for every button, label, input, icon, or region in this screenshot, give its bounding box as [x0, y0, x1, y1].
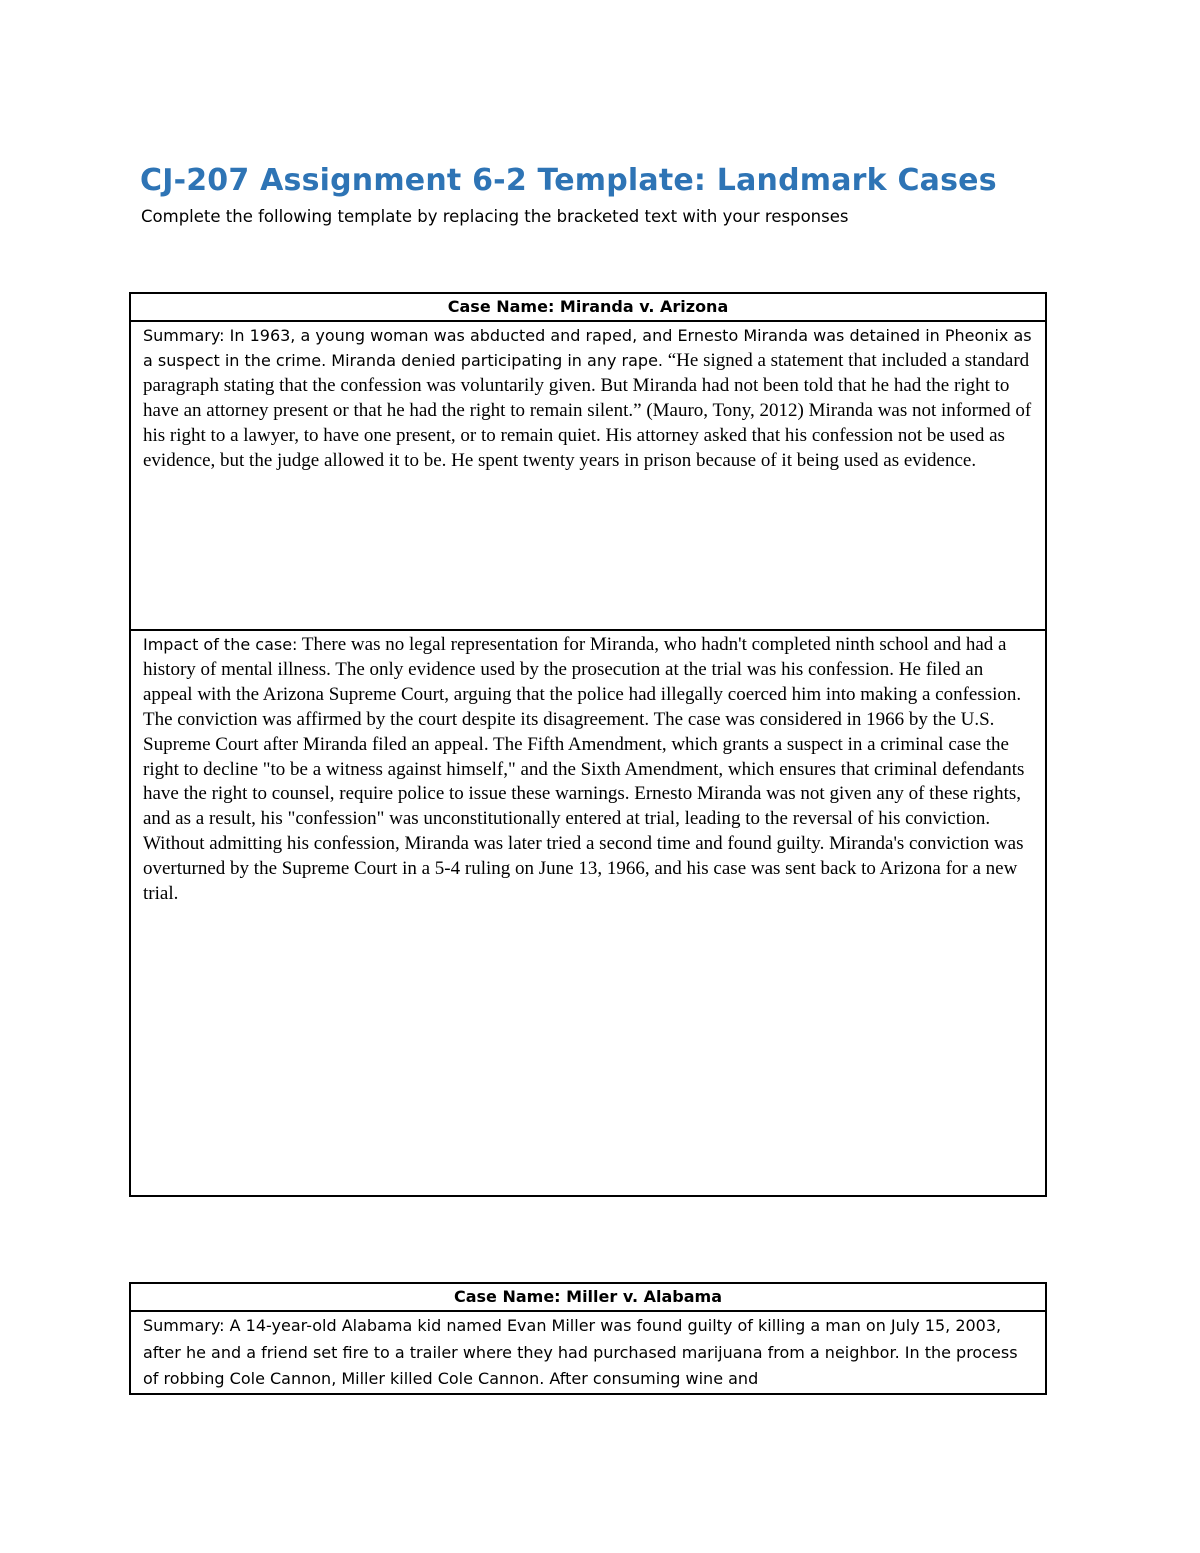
impact-cell[interactable] — [130, 630, 1046, 1196]
summary-cell[interactable] — [130, 321, 1046, 630]
impact-label: Impact of the case: — [143, 635, 298, 654]
summary-text — [131, 322, 1045, 473]
document-title: CJ-207 Assignment 6-2 Template: Landmark Cases — [140, 163, 997, 198]
case-table-miller — [129, 1282, 1047, 1395]
summary-text-sans: A 14-year-old Alabama kid named Evan Miller was found guilty of killing a man on July 15, 2003, after he and a friend set fire to a trailer where they had purchased marijuana from a neighbor. In the process of robbing Cole Cannon, Miller killed Cole Cannon. After consuming wine and — [143, 1316, 1018, 1388]
impact-body: There was no legal representation for Miranda, who hadn't completed ninth school and had a history of mental illness. The only evidence used by the prosecution at the trial was his confession. He filed an appeal with the Arizona Supreme Court, arguing that the police had illegally coerced him into making a confession. The conviction was affirmed by the court despite its disagreement. The case was considered in 1966 by the U.S. Supreme Court after Miranda filed an appeal. The Fifth Amendment, which grants a suspect in a criminal case the right to decline "to be a witness against himself," and the Sixth Amendment, which ensures that criminal defendants have the right to counsel, require police to issue these warnings. Ernesto Miranda was not given any of these rights, and as a result, his "confession" was unconstitutionally entered at trial, leading to the reversal of his conviction. Without admitting his confession, Miranda was later tried a second time and found guilty. Miranda's conviction was overturned by the Supreme Court in a 5-4 ruling on June 13, 1966, and his case was sent back to Arizona for a new trial. — [143, 634, 1025, 905]
summary-text — [131, 1312, 1045, 1393]
case-name-cell[interactable]: Case Name: Miller v. Alabama — [130, 1283, 1046, 1311]
case-name-cell[interactable]: Case Name: Miranda v. Arizona — [130, 293, 1046, 321]
summary-text-serif: “He signed a statement that included a standard paragraph stating that the confession was voluntarily given. But Miranda had not been told that he had the right to have an attorney present or that he had the right to remain silent.” (Mauro, Tony, 2012) Miranda was not informed of his right to a lawyer, to have one present, or to remain quiet. His attorney asked that his confession not be used as evidence, but the judge allowed it to be. He spent twenty years in prison because of it being used as evidence. — [143, 349, 1032, 471]
summary-label: Summary: — [143, 326, 225, 345]
summary-text-sans: In 1963, a young woman was abducted and raped, and Ernesto Miranda was detained in Pheonix as a suspect in the crime. Miranda denied participating in any rape. — [143, 326, 1032, 370]
document-instructions: Complete the following template by replacing the bracketed text with your responses — [141, 207, 849, 226]
impact-text — [131, 631, 1045, 907]
summary-label: Summary: — [143, 1316, 225, 1335]
case-table-miranda — [129, 292, 1047, 1197]
summary-cell[interactable] — [130, 1311, 1046, 1394]
